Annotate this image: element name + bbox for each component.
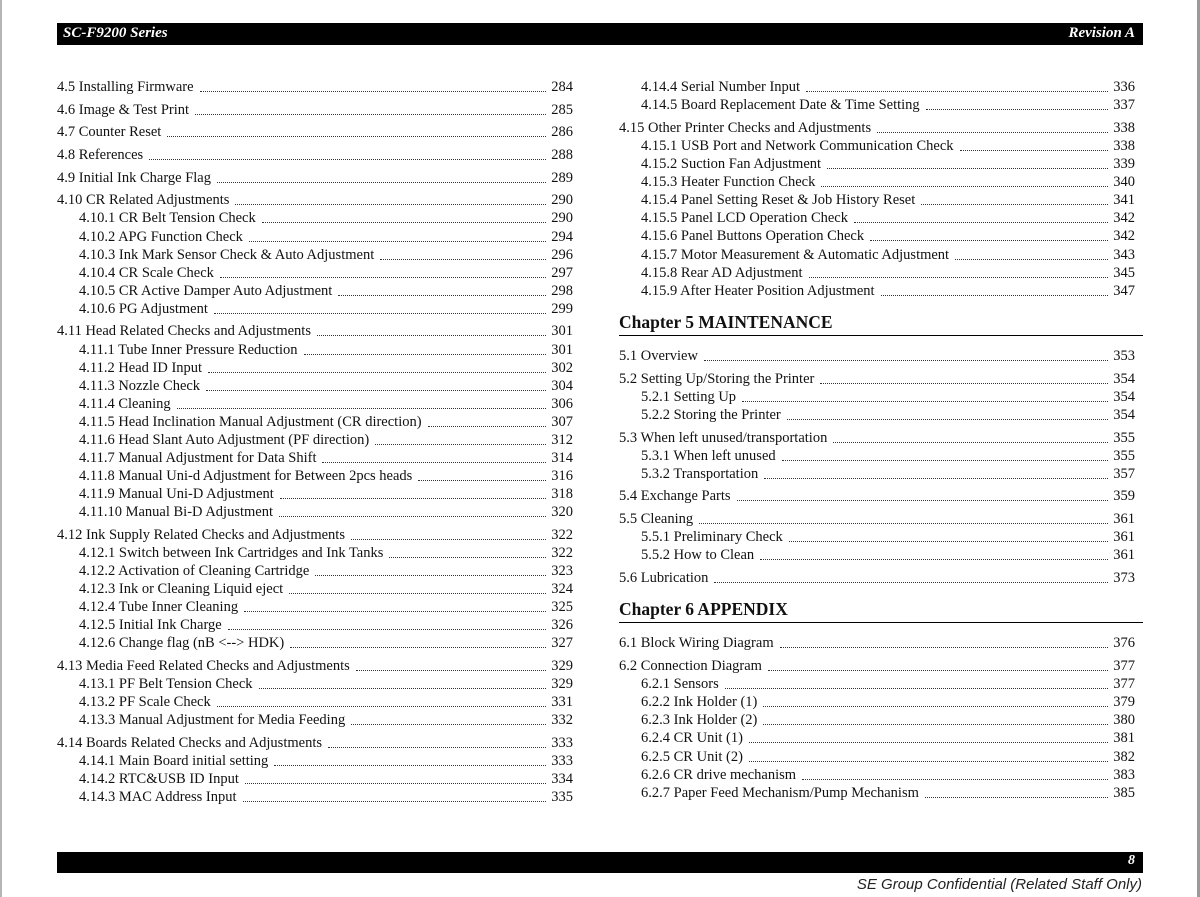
dot-leader (742, 400, 1108, 402)
toc-entry-page: 322 (551, 527, 573, 543)
toc-entry-page: 377 (1113, 676, 1135, 692)
toc-entry-page: 316 (551, 468, 573, 484)
dot-leader (725, 687, 1109, 689)
toc-entry[interactable] (619, 569, 1135, 587)
dot-leader (921, 203, 1108, 205)
dot-leader (827, 167, 1108, 169)
dot-leader (960, 149, 1109, 151)
toc-entry-page: 320 (551, 504, 573, 520)
footer-bar (57, 852, 1143, 873)
toc-entry-page: 299 (551, 301, 573, 317)
toc-entry-title: 4.5 Installing Firmware (57, 79, 194, 95)
toc-entry[interactable] (641, 465, 1135, 483)
dot-leader (780, 646, 1109, 648)
dot-leader (881, 294, 1109, 296)
toc-entry-page: 323 (551, 563, 573, 579)
toc-entry-title: 4.15.1 USB Port and Network Communication Check (641, 138, 954, 154)
dot-leader (764, 477, 1108, 479)
toc-entry-title: 6.2.6 CR drive mechanism (641, 767, 797, 783)
toc-entry-page: 329 (551, 658, 573, 674)
toc-entry[interactable] (619, 510, 1135, 528)
toc-entry-title: 6.2.1 Sensors (641, 676, 719, 692)
toc-entry[interactable] (619, 429, 1135, 447)
toc-entry-page: 288 (551, 147, 573, 163)
toc-entry-page: 381 (1113, 730, 1135, 746)
toc-entry-title: 6.1 Block Wiring Diagram (619, 635, 774, 651)
chapter-heading: Chapter 5 MAINTENANCE (619, 311, 1143, 336)
dot-leader (763, 723, 1108, 725)
toc-entry-page: 327 (551, 635, 573, 651)
dot-leader (926, 108, 1109, 110)
toc-entry-page: 383 (1113, 767, 1135, 783)
dot-leader (806, 90, 1108, 92)
dot-leader (925, 796, 1108, 798)
toc-entry-page: 343 (1113, 247, 1135, 263)
dot-leader (699, 522, 1108, 524)
toc-entry-title: 5.5 Cleaning (619, 511, 694, 527)
toc-entry-title: 6.2.5 CR Unit (2) (641, 749, 743, 765)
toc-entry[interactable] (641, 282, 1135, 300)
toc-entry-page: 297 (551, 265, 573, 281)
toc-entry[interactable] (641, 748, 1135, 766)
toc-entry-page: 289 (551, 170, 573, 186)
toc-entry-title: 4.12.4 Tube Inner Cleaning (79, 599, 239, 615)
toc-entry-title: 4.11.4 Cleaning (79, 396, 171, 412)
toc-entry-page: 382 (1113, 749, 1135, 765)
toc-entry-page: 294 (551, 229, 573, 245)
toc-entry-title: 4.8 References (57, 147, 144, 163)
toc-entry[interactable] (641, 137, 1135, 155)
toc-entry-title: 6.2 Connection Diagram (619, 658, 762, 674)
toc-entry-title: 4.14 Boards Related Checks and Adjustments (57, 735, 322, 751)
toc-entry-title: 4.15.3 Heater Function Check (641, 174, 816, 190)
toc-entry-page: 304 (551, 378, 573, 394)
dot-leader (704, 359, 1108, 361)
toc-entry-page: 290 (551, 192, 573, 208)
toc-entry-page: 335 (551, 789, 573, 805)
toc-entry-page: 355 (1113, 430, 1135, 446)
toc-entry-page: 385 (1113, 785, 1135, 801)
toc-entry-title: 5.4 Exchange Parts (619, 488, 731, 504)
toc-entry-title: 4.11.6 Head Slant Auto Adjustment (PF direction) (79, 432, 370, 448)
toc-entry-page: 380 (1113, 712, 1135, 728)
dot-leader (833, 441, 1108, 443)
toc-entry-page: 361 (1113, 529, 1135, 545)
toc-entry-page: 355 (1113, 448, 1135, 464)
toc-entry[interactable] (641, 406, 1135, 424)
toc-entry-title: 4.12.3 Ink or Cleaning Liquid eject (79, 581, 284, 597)
toc-entry-title: 4.10.1 CR Belt Tension Check (79, 210, 256, 226)
toc-entry-page: 339 (1113, 156, 1135, 172)
toc-entry-page: 337 (1113, 97, 1135, 113)
toc-entry[interactable] (619, 347, 1135, 365)
toc-entry-title: 5.6 Lubrication (619, 570, 709, 586)
toc-entry-title: 5.5.1 Preliminary Check (641, 529, 783, 545)
toc-entry-page: 341 (1113, 192, 1135, 208)
toc-entry-title: 4.10.5 CR Active Damper Auto Adjustment (79, 283, 333, 299)
toc-entry-page: 333 (551, 753, 573, 769)
toc-entry-page: 314 (551, 450, 573, 466)
toc-entry-title: 5.2.2 Storing the Printer (641, 407, 781, 423)
toc-entry-title: 5.2.1 Setting Up (641, 389, 737, 405)
toc-entry-title: 4.10.3 Ink Mark Sensor Check & Auto Adjustment (79, 247, 375, 263)
toc-entry-page: 342 (1113, 210, 1135, 226)
toc-entry-title: 4.11.5 Head Inclination Manual Adjustment (CR direction) (79, 414, 422, 430)
dot-leader (802, 778, 1108, 780)
toc-entry-title: 4.6 Image & Test Print (57, 102, 190, 118)
toc-entry-page: 290 (551, 210, 573, 226)
toc-entry-page: 322 (551, 545, 573, 561)
toc-entry[interactable] (619, 119, 1135, 137)
toc-entry-title: 4.11.2 Head ID Input (79, 360, 203, 376)
toc-entry-title: 4.10 CR Related Adjustments (57, 192, 230, 208)
toc-entry-title: 5.3.2 Transportation (641, 466, 759, 482)
toc-entry-title: 4.14.2 RTC&USB ID Input (79, 771, 239, 787)
dot-leader (763, 705, 1108, 707)
toc-entry-title: 4.9 Initial Ink Charge Flag (57, 170, 211, 186)
toc-entry-page: 359 (1113, 488, 1135, 504)
toc-entry-page: 376 (1113, 635, 1135, 651)
toc-entry-title: 4.15 Other Printer Checks and Adjustments (619, 120, 872, 136)
toc-entry-page: 312 (551, 432, 573, 448)
toc-entry-page: 306 (551, 396, 573, 412)
toc-entry-title: 4.10.4 CR Scale Check (79, 265, 214, 281)
toc-entry[interactable] (641, 711, 1135, 729)
dot-leader (749, 760, 1108, 762)
toc-entry-page: 336 (1113, 79, 1135, 95)
dot-leader (782, 459, 1109, 461)
dot-leader (737, 499, 1109, 501)
toc-entry[interactable] (641, 191, 1135, 209)
toc-entry-title: 4.12 Ink Supply Related Checks and Adjustments (57, 527, 345, 543)
toc-entry-title: 6.2.7 Paper Feed Mechanism/Pump Mechanism (641, 785, 919, 801)
toc-entry-page: 325 (551, 599, 573, 615)
dot-leader (768, 669, 1108, 671)
toc-entry-title: 4.13.3 Manual Adjustment for Media Feeding (79, 712, 346, 728)
toc-entry-page: 318 (551, 486, 573, 502)
toc-entry[interactable] (641, 388, 1135, 406)
toc-entry-page: 338 (1113, 138, 1135, 154)
toc-entry[interactable] (619, 487, 1135, 505)
toc-entry-title: 4.15.2 Suction Fan Adjustment (641, 156, 822, 172)
toc-entry[interactable] (641, 546, 1135, 564)
toc-entry-page: 342 (1113, 228, 1135, 244)
toc-entry-page: 334 (551, 771, 573, 787)
toc-entry-page: 353 (1113, 348, 1135, 364)
toc-entry[interactable] (641, 784, 1135, 802)
toc-entry-title: 4.14.5 Board Replacement Date & Time Setting (641, 97, 920, 113)
toc-entry-title: 5.2 Setting Up/Storing the Printer (619, 371, 815, 387)
toc-entry-title: 4.11.7 Manual Adjustment for Data Shift (79, 450, 317, 466)
toc-entry-page: 361 (1113, 511, 1135, 527)
toc-entry-title: 4.11 Head Related Checks and Adjustments (57, 323, 311, 339)
toc-entry-title: 5.3.1 When left unused (641, 448, 776, 464)
toc-entry-page: 333 (551, 735, 573, 751)
toc-entry-page: 373 (1113, 570, 1135, 586)
dot-leader (854, 221, 1108, 223)
toc-entry-title: 4.10.6 PG Adjustment (79, 301, 208, 317)
toc-entry-title: 4.15.7 Motor Measurement & Automatic Adjustment (641, 247, 950, 263)
toc-entry-title: 4.12.5 Initial Ink Charge (79, 617, 222, 633)
toc-entry-title: 5.5.2 How to Clean (641, 547, 755, 563)
toc-entry[interactable] (641, 264, 1135, 282)
toc-entry-title: 4.14.4 Serial Number Input (641, 79, 801, 95)
document-title: SC-F9200 Series (63, 25, 168, 41)
toc-entry-title: 4.13.2 PF Scale Check (79, 694, 211, 710)
toc-entry-page: 284 (551, 79, 573, 95)
toc-entry-page: 301 (551, 342, 573, 358)
toc-entry-title: 4.11.9 Manual Uni-D Adjustment (79, 486, 274, 502)
toc-entry-title: 4.11.3 Nozzle Check (79, 378, 201, 394)
toc-entry-title: 4.12.1 Switch between Ink Cartridges and Ink Tanks (79, 545, 384, 561)
toc-entry-page: 302 (551, 360, 573, 376)
toc-entry[interactable] (619, 634, 1135, 652)
toc-entry-page: 296 (551, 247, 573, 263)
toc-entry-page: 338 (1113, 120, 1135, 136)
toc-entry-title: 4.7 Counter Reset (57, 124, 162, 140)
toc-entry-title: 6.2.2 Ink Holder (1) (641, 694, 758, 710)
toc-entry-page: 347 (1113, 283, 1135, 299)
dot-leader (749, 741, 1108, 743)
toc-entry-page: 329 (551, 676, 573, 692)
dot-leader (760, 558, 1108, 560)
toc-entry-title: 4.12.2 Activation of Cleaning Cartridge (79, 563, 310, 579)
toc-entry[interactable] (619, 370, 1135, 388)
toc-entry[interactable] (641, 227, 1135, 245)
toc-entry[interactable] (641, 209, 1135, 227)
toc-entry[interactable] (641, 693, 1135, 711)
dot-leader (955, 258, 1108, 260)
toc-entry-page: 326 (551, 617, 573, 633)
toc-entry[interactable] (641, 447, 1135, 465)
toc-entry-title: 6.2.4 CR Unit (1) (641, 730, 743, 746)
dot-leader (809, 276, 1109, 278)
toc-entry-title: 4.10.2 APG Function Check (79, 229, 243, 245)
toc-entry-title: 4.15.6 Panel Buttons Operation Check (641, 228, 865, 244)
toc-entry-page: 285 (551, 102, 573, 118)
dot-leader (820, 382, 1108, 384)
toc-entry-page: 340 (1113, 174, 1135, 190)
toc-entry-title: 4.13.1 PF Belt Tension Check (79, 676, 253, 692)
dot-leader (787, 418, 1108, 420)
toc-entry[interactable] (641, 675, 1135, 693)
toc-entry-title: 4.14.1 Main Board initial setting (79, 753, 269, 769)
toc-entry[interactable] (641, 96, 1135, 114)
toc-entry-title: 4.12.6 Change flag (nB <--> HDK) (79, 635, 285, 651)
dot-leader (870, 239, 1108, 241)
toc-entry-page: 345 (1113, 265, 1135, 281)
toc-entry-page: 298 (551, 283, 573, 299)
dot-leader (821, 185, 1108, 187)
toc-entry-title: 4.13 Media Feed Related Checks and Adjustments (57, 658, 350, 674)
toc-entry-title: 5.1 Overview (619, 348, 698, 364)
toc-entry-page: 361 (1113, 547, 1135, 563)
toc-entry[interactable] (641, 78, 1135, 96)
toc-entry-title: 4.11.1 Tube Inner Pressure Reduction (79, 342, 298, 358)
toc-entry-title: 4.11.8 Manual Uni-d Adjustment for Between 2pcs heads (79, 468, 413, 484)
page-number: 8 (1128, 853, 1135, 868)
confidential-notice: SE Group Confidential (Related Staff Only) (856, 876, 1142, 893)
toc-entry[interactable] (641, 155, 1135, 173)
toc-entry[interactable] (641, 246, 1135, 264)
toc-entry-title: 5.3 When left unused/transportation (619, 430, 828, 446)
toc-entry-title: 4.15.5 Panel LCD Operation Check (641, 210, 848, 226)
toc-entry-title: 4.15.4 Panel Setting Reset & Job History Reset (641, 192, 916, 208)
toc-entry-page: 379 (1113, 694, 1135, 710)
dot-leader (877, 131, 1108, 133)
chapter-heading: Chapter 6 APPENDIX (619, 598, 1143, 623)
toc-entry-page: 332 (551, 712, 573, 728)
toc-entry-title: 6.2.3 Ink Holder (2) (641, 712, 758, 728)
toc-entry-page: 286 (551, 124, 573, 140)
toc-entry-page: 331 (551, 694, 573, 710)
dot-leader (714, 581, 1108, 583)
toc-entry-title: 4.15.8 Rear AD Adjustment (641, 265, 803, 281)
toc-entry-page: 354 (1113, 371, 1135, 387)
toc-entry[interactable] (619, 657, 1135, 675)
toc-entry-title: 4.15.9 After Heater Position Adjustment (641, 283, 875, 299)
toc-entry-title: 4.14.3 MAC Address Input (79, 789, 237, 805)
toc-entry-title: 4.11.10 Manual Bi-D Adjustment (79, 504, 273, 520)
toc-entry-page: 354 (1113, 407, 1135, 423)
toc-entry[interactable] (641, 173, 1135, 191)
toc-entry-page: 301 (551, 323, 573, 339)
toc-entry-page: 324 (551, 581, 573, 597)
dot-leader (789, 540, 1108, 542)
toc-entry-page: 377 (1113, 658, 1135, 674)
toc-entry-page: 357 (1113, 466, 1135, 482)
toc-entry[interactable] (641, 528, 1135, 546)
revision-label: Revision A (1068, 25, 1135, 41)
toc-entry-page: 354 (1113, 389, 1135, 405)
toc-entry[interactable] (641, 766, 1135, 784)
toc-entry[interactable] (641, 729, 1135, 747)
toc-entry-page: 307 (551, 414, 573, 430)
